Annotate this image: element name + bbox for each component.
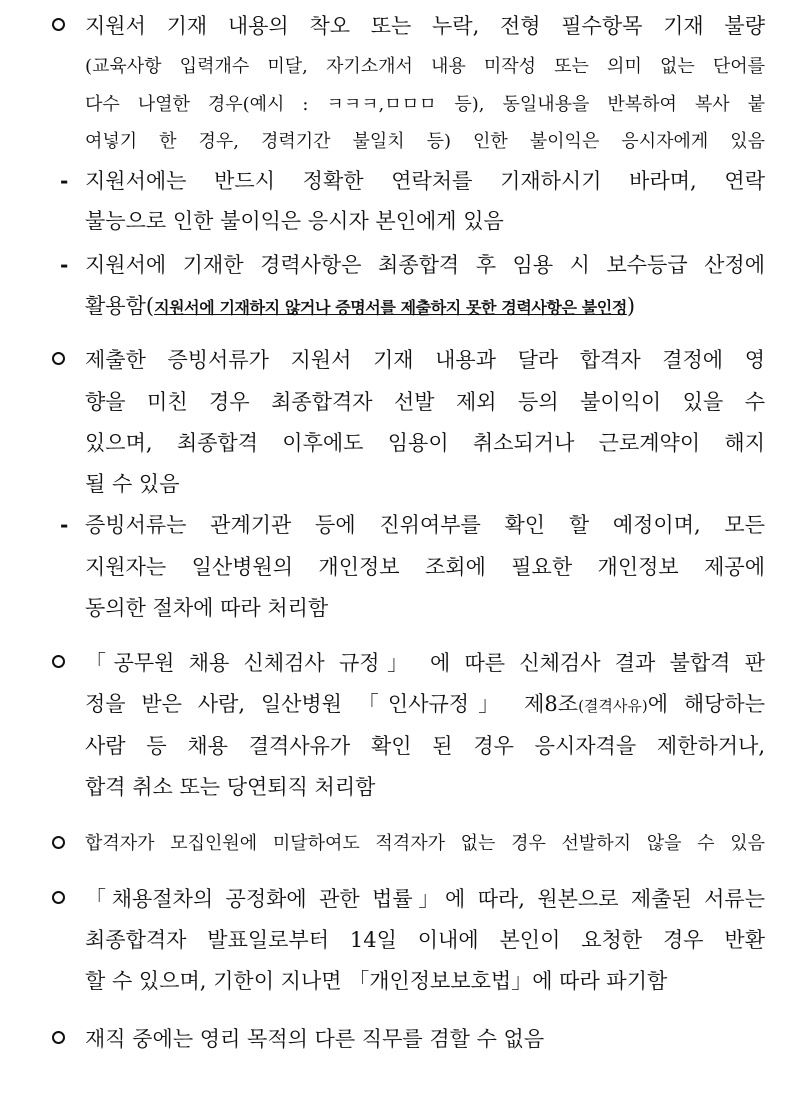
item4-line3: 있으며, 최종합격 이후에도 임용이 취소되거나 근로계약이 해지	[85, 431, 765, 455]
item2-line2: 불능으로 인한 불이익은 응시자 본인에게 있음	[85, 209, 504, 233]
item3-line2	[85, 291, 765, 321]
item1-line4: 여넣기 한 경우, 경력기간 불일치 등) 인한 불이익은 응시자에게 있음	[85, 131, 765, 152]
item1-line1: 지원서 기재 내용의 착오 또는 누락, 전형 필수항목 기재 불량	[85, 14, 765, 38]
item6-line4: 합격 취소 또는 당연퇴직 처리함	[85, 775, 376, 799]
item4-line2: 향을 미친 경우 최종합격자 선발 제외 등의 불이익이 있을 수	[85, 390, 765, 414]
item5-line3: 동의한 절차에 따라 처리함	[85, 596, 329, 620]
item2-line1: 지원서에는 반드시 정확한 연락처를 기재하시기 바라며, 연락	[85, 169, 765, 193]
circle-bullet-icon	[52, 648, 65, 678]
dash-bullet: -	[60, 169, 69, 193]
dash-bullet: -	[60, 513, 69, 537]
circle-bullet-icon	[52, 829, 65, 859]
circle-bullet-icon	[52, 345, 65, 375]
item6-line1: 「공무원 채용 신체검사 규정」 에 따른 신체검사 결과 불합격 판	[85, 651, 765, 675]
item8-line3: 할 수 있으며, 기한이 지나면 「개인정보보호법」에 따라 파기함	[85, 969, 668, 993]
item7-line1: 합격자가 모집인원에 미달하여도 적격자가 없는 경우 선발하지 않을 수 있음	[85, 833, 765, 854]
circle-bullet-icon	[52, 1024, 65, 1054]
item4-line1: 제출한 증빙서류가 지원서 기재 내용과 달라 합격자 결정에 영	[85, 348, 765, 372]
item6-line2-suffix: 에 해당하는	[647, 692, 765, 716]
item6-line2-small: (결격사유)	[578, 697, 648, 715]
item3-underlined-note: 지원서에 기재하지 않거나 증명서를 제출하지 못한 경력사항은 불인정	[154, 298, 627, 317]
item8-line2: 최종합격자 발표일로부터 14일 이내에 본인이 요청한 경우 반환	[85, 928, 765, 952]
item6-line3: 사람 등 채용 결격사유가 확인 된 경우 응시자격을 제한하거나,	[85, 734, 765, 758]
item3-line1: 지원서에 기재한 경력사항은 최종합격 후 임용 시 보수등급 산정에	[85, 253, 765, 277]
item5-line2: 지원자는 일산병원의 개인정보 조회에 필요한 개인정보 제공에	[85, 555, 765, 579]
circle-bullet-icon	[52, 11, 65, 41]
item8-line1: 「채용절차의 공정화에 관한 법률」에 따라, 원본으로 제출된 서류는	[85, 887, 765, 911]
item1-line3: 다수 나열한 경우(예시 : ㅋㅋㅋ,ㅁㅁㅁ 등), 동일내용을 반복하여 복사 붙	[85, 94, 765, 115]
circle-bullet-icon	[52, 884, 65, 914]
item3-line2-prefix: 활용함(	[85, 294, 155, 318]
item6-line2	[85, 689, 765, 719]
item5-line1: 증빙서류는 관계기관 등에 진위여부를 확인 할 예정이며, 모든	[85, 513, 765, 537]
item3-line2-suffix: )	[626, 294, 636, 318]
item1-line2: (교육사항 입력개수 미달, 자기소개서 내용 미작성 또는 의미 없는 단어를	[85, 56, 765, 77]
item6-line2-prefix: 정을 받은 사람, 일산병원 「인사규정」 제8조	[85, 692, 579, 716]
item4-line4: 될 수 있음	[85, 472, 180, 496]
item9-line1: 재직 중에는 영리 목적의 다른 직무를 겸할 수 없음	[85, 1027, 545, 1051]
dash-bullet: -	[60, 253, 69, 277]
